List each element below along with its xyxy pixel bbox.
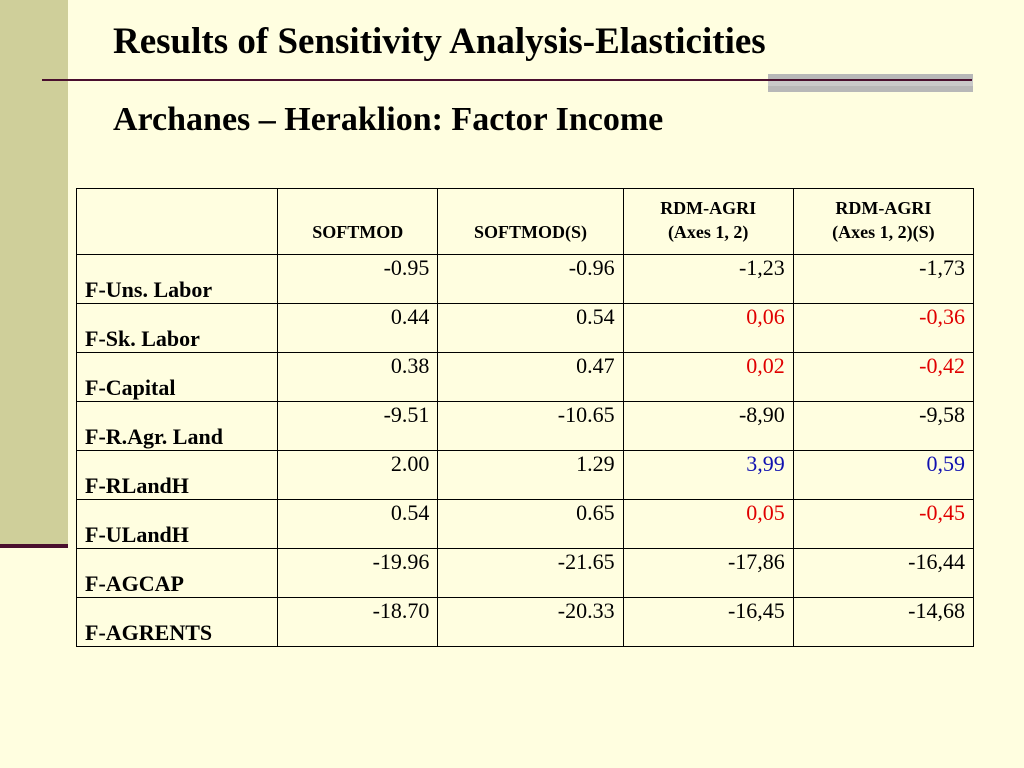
row-label: F-ULandH bbox=[77, 500, 278, 549]
cell-rdm-agri: 3,99 bbox=[623, 451, 793, 500]
row-label: F-AGCAP bbox=[77, 549, 278, 598]
table-row bbox=[77, 402, 974, 451]
cell-rdm-agri-s: -1,73 bbox=[793, 255, 973, 304]
table-row bbox=[77, 353, 974, 402]
cell-softmod-s: 0.47 bbox=[438, 353, 623, 402]
slide-subtitle: Archanes – Heraklion: Factor Income bbox=[113, 101, 664, 138]
header-softmod-s: SOFTMOD(S) bbox=[438, 189, 623, 255]
header-softmod: SOFTMOD bbox=[278, 189, 438, 255]
cell-rdm-agri: 0,05 bbox=[623, 500, 793, 549]
cell-softmod: -9.51 bbox=[278, 402, 438, 451]
header-rdm-agri: RDM-AGRI (Axes 1, 2) bbox=[623, 189, 793, 255]
slide-title: Results of Sensitivity Analysis-Elasticities bbox=[113, 21, 766, 62]
table-row bbox=[77, 500, 974, 549]
table-header-row bbox=[77, 189, 974, 255]
table-row bbox=[77, 451, 974, 500]
row-label: F-RLandH bbox=[77, 451, 278, 500]
cell-rdm-agri-s: -9,58 bbox=[793, 402, 973, 451]
cell-rdm-agri: -1,23 bbox=[623, 255, 793, 304]
cell-softmod: -19.96 bbox=[278, 549, 438, 598]
cell-softmod: 0.44 bbox=[278, 304, 438, 353]
table-row bbox=[77, 598, 974, 647]
cell-rdm-agri-s: -0,42 bbox=[793, 353, 973, 402]
row-label: F-Uns. Labor bbox=[77, 255, 278, 304]
cell-softmod: 0.54 bbox=[278, 500, 438, 549]
cell-softmod-s: -10.65 bbox=[438, 402, 623, 451]
cell-softmod: -18.70 bbox=[278, 598, 438, 647]
title-rule-shadow bbox=[768, 74, 973, 92]
row-label: F-R.Agr. Land bbox=[77, 402, 278, 451]
cell-softmod-s: -0.96 bbox=[438, 255, 623, 304]
cell-softmod: 2.00 bbox=[278, 451, 438, 500]
cell-softmod: -0.95 bbox=[278, 255, 438, 304]
cell-rdm-agri-s: -0,36 bbox=[793, 304, 973, 353]
cell-rdm-agri: -17,86 bbox=[623, 549, 793, 598]
cell-rdm-agri: 0,06 bbox=[623, 304, 793, 353]
cell-softmod-s: -21.65 bbox=[438, 549, 623, 598]
header-empty-cell bbox=[77, 189, 278, 255]
title-divider bbox=[42, 79, 972, 81]
cell-rdm-agri-s: -14,68 bbox=[793, 598, 973, 647]
cell-rdm-agri-s: 0,59 bbox=[793, 451, 973, 500]
table-row bbox=[77, 304, 974, 353]
cell-rdm-agri: -8,90 bbox=[623, 402, 793, 451]
table-row bbox=[77, 549, 974, 598]
cell-rdm-agri-s: -16,44 bbox=[793, 549, 973, 598]
cell-softmod-s: 1.29 bbox=[438, 451, 623, 500]
row-label: F-Sk. Labor bbox=[77, 304, 278, 353]
header-rdm-agri-s: RDM-AGRI (Axes 1, 2)(S) bbox=[793, 189, 973, 255]
elasticities-table bbox=[76, 188, 974, 647]
cell-rdm-agri-s: -0,45 bbox=[793, 500, 973, 549]
row-label: F-Capital bbox=[77, 353, 278, 402]
cell-softmod: 0.38 bbox=[278, 353, 438, 402]
cell-rdm-agri: 0,02 bbox=[623, 353, 793, 402]
side-decoration-bar bbox=[0, 0, 68, 547]
table-row bbox=[77, 255, 974, 304]
cell-softmod-s: 0.54 bbox=[438, 304, 623, 353]
cell-softmod-s: 0.65 bbox=[438, 500, 623, 549]
side-accent-line bbox=[0, 544, 68, 548]
row-label: F-AGRENTS bbox=[77, 598, 278, 647]
cell-rdm-agri: -16,45 bbox=[623, 598, 793, 647]
cell-softmod-s: -20.33 bbox=[438, 598, 623, 647]
